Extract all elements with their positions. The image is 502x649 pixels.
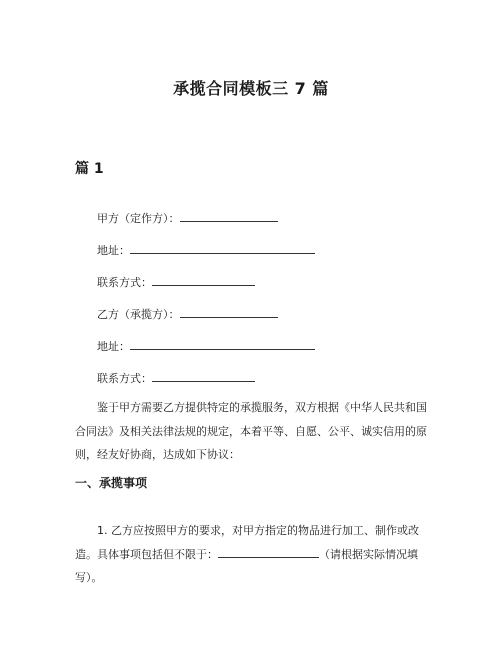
clause-text: 1. 乙方应按照甲方的要求，对甲方指定的物品进行加工、制作或改造。具体事项包括但不限于： <box>75 524 419 561</box>
field-label: 联系方式： <box>97 372 152 385</box>
field-address-b <box>97 338 315 355</box>
field-party-a <box>97 210 278 227</box>
fill-blank <box>152 274 255 286</box>
clause-text-end: （请根据实际情况填写）。 <box>75 547 418 584</box>
clause-1 <box>75 519 433 590</box>
document-title: 承揽合同模板三 7 篇 <box>173 79 329 98</box>
section-heading: 篇 1 <box>75 161 104 177</box>
field-label: 甲方（定作方）： <box>97 212 180 225</box>
fill-blank <box>218 546 319 558</box>
field-party-b <box>97 306 278 323</box>
fill-blank <box>130 242 315 254</box>
field-label: 联系方式： <box>97 276 152 289</box>
fill-blank <box>180 306 278 318</box>
intro-paragraph: 鉴于甲方需要乙方提供特定的承揽服务，双方根据《中华人民共和国合同法》及相关法律法规的规定，本着平等、自愿、公平、诚实信用的原则，经友好协商，达成如下协议： <box>75 401 427 461</box>
subheading: 一、承揽事项 <box>75 476 148 490</box>
field-address-a <box>97 242 315 259</box>
field-label: 乙方（承揽方）： <box>97 308 180 321</box>
field-label: 地址： <box>97 244 130 257</box>
fill-blank <box>152 370 255 382</box>
fill-blank <box>180 210 278 222</box>
fill-blank <box>130 338 315 350</box>
field-label: 地址： <box>97 340 130 353</box>
field-contact-a <box>97 274 255 291</box>
field-contact-b <box>97 370 255 387</box>
